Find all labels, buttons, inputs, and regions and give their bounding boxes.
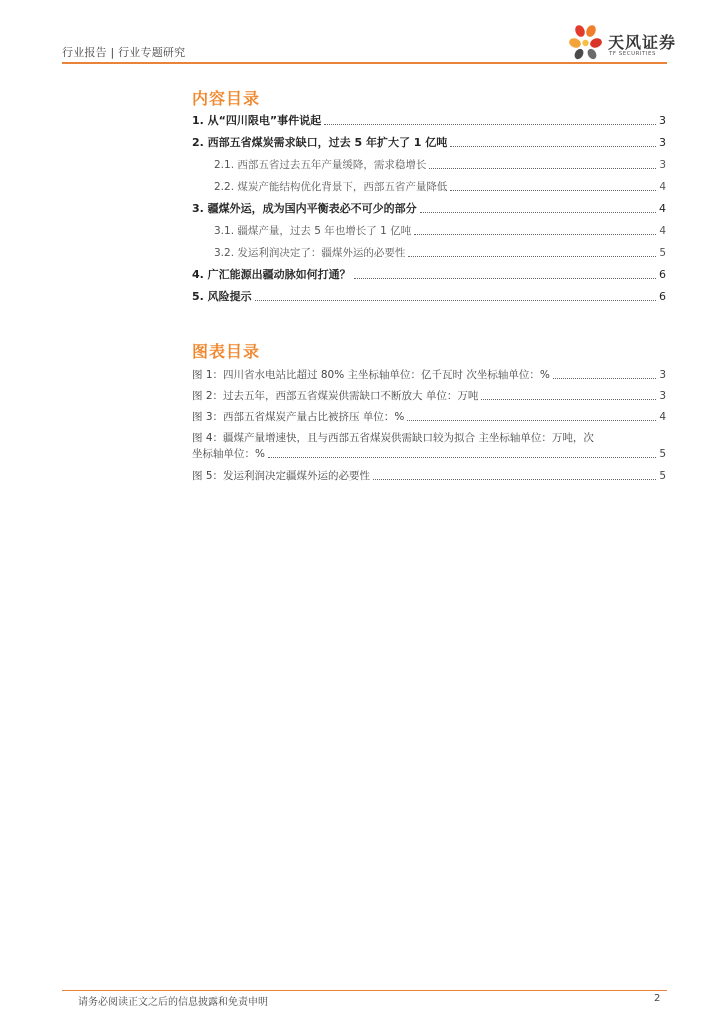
leader-dots (450, 146, 656, 147)
flower-logo-icon (567, 22, 605, 62)
toc-item-page: 3 (659, 114, 666, 127)
toc-item[interactable] (192, 288, 666, 304)
toc-item-page: 6 (659, 290, 666, 303)
figure-label: 图 1：四川省水电站比超过 80% 主坐标轴单位：亿千瓦时 次坐标轴单位：% (192, 369, 550, 381)
toc-item-page: 4 (659, 202, 666, 215)
figure-label: 图 5：发运利润决定疆煤外运的必要性 (192, 470, 371, 482)
figure-page: 3 (659, 390, 666, 402)
logo-subtitle: TF SECURITIES (609, 51, 656, 57)
leader-dots (324, 124, 656, 125)
figure-label: 图 2：过去五年，西部五省煤炭供需缺口不断放大 单位：万吨 (192, 390, 479, 402)
logo-name: 天风证券 (608, 33, 677, 52)
toc-item[interactable] (192, 200, 666, 216)
figure-entry[interactable] (192, 408, 666, 424)
figure-entry[interactable] (192, 467, 666, 483)
leader-dots (450, 190, 656, 191)
toc-item-page: 3 (659, 136, 666, 149)
figure-page: 3 (659, 369, 666, 381)
leader-dots (373, 479, 656, 480)
contents-title: 内容目录 (192, 89, 261, 108)
toc-subitem[interactable] (214, 244, 666, 260)
figure-page: 5 (659, 470, 666, 482)
figure-page: 5 (659, 448, 666, 460)
toc-item-label: 5. 风险提示 (192, 290, 252, 303)
leader-dots (354, 278, 656, 279)
figure-entry[interactable] (192, 430, 666, 462)
page-number: 2 (654, 993, 661, 1004)
figures-title: 图表目录 (192, 342, 261, 361)
toc-item-label: 4. 广汇能源出疆动脉如何打通？ (192, 268, 351, 281)
footer-divider (62, 990, 667, 991)
toc-item-label: 2. 西部五省煤炭需求缺口，过去 5 年扩大了 1 亿吨 (192, 136, 448, 149)
leader-dots (255, 300, 656, 301)
toc-item-page: 4 (659, 181, 666, 193)
toc-item-page: 4 (659, 225, 666, 237)
leader-dots (408, 256, 656, 257)
report-type: 行业报告 | 行业专题研究 (62, 46, 186, 59)
figure-entry[interactable] (192, 387, 666, 403)
toc-item-page: 3 (659, 159, 666, 171)
leader-dots (414, 234, 656, 235)
leader-dots (407, 420, 656, 421)
toc-item-label: 3.2. 发运利润决定了：疆煤外运的必要性 (214, 247, 406, 259)
toc-item-label: 2.2. 煤炭产能结构优化背景下，西部五省产量降低 (214, 181, 448, 193)
figure-label-line2: 坐标轴单位：% (192, 448, 265, 460)
toc-item-label: 3. 疆煤外运，成为国内平衡表必不可少的部分 (192, 202, 417, 215)
toc-item-page: 6 (659, 268, 666, 281)
leader-dots (420, 212, 656, 213)
toc-item-label: 1. 从“四川限电”事件说起 (192, 114, 322, 127)
leader-dots (268, 457, 656, 458)
leader-dots (429, 168, 656, 169)
figure-label-line2-row (192, 446, 666, 462)
page-header (0, 0, 724, 64)
toc-item[interactable] (192, 134, 666, 150)
leader-dots (481, 399, 656, 400)
toc-item[interactable] (192, 266, 666, 282)
footer-disclaimer: 请务必阅读正文之后的信息披露和免责申明 (78, 997, 268, 1008)
toc-item-label: 3.1. 疆煤产量，过去 5 年也增长了 1 亿吨 (214, 225, 412, 237)
leader-dots (553, 378, 656, 379)
toc-subitem[interactable] (214, 178, 666, 194)
figure-label-line1: 图 4：疆煤产量增速快，且与西部五省煤炭供需缺口较为拟合 主坐标轴单位：万吨，次 (192, 432, 594, 444)
toc-item-page: 5 (659, 247, 666, 259)
header-divider (62, 62, 667, 64)
toc-subitem[interactable] (214, 222, 666, 238)
figure-label: 图 3：西部五省煤炭产量占比被挤压 单位：% (192, 411, 405, 423)
figure-page: 4 (659, 411, 666, 423)
figure-entry[interactable] (192, 366, 666, 382)
company-logo (567, 22, 677, 62)
toc-item[interactable] (192, 112, 666, 128)
toc-item-label: 2.1. 西部五省过去五年产量缓降，需求稳增长 (214, 159, 427, 171)
toc-subitem[interactable] (214, 156, 666, 172)
